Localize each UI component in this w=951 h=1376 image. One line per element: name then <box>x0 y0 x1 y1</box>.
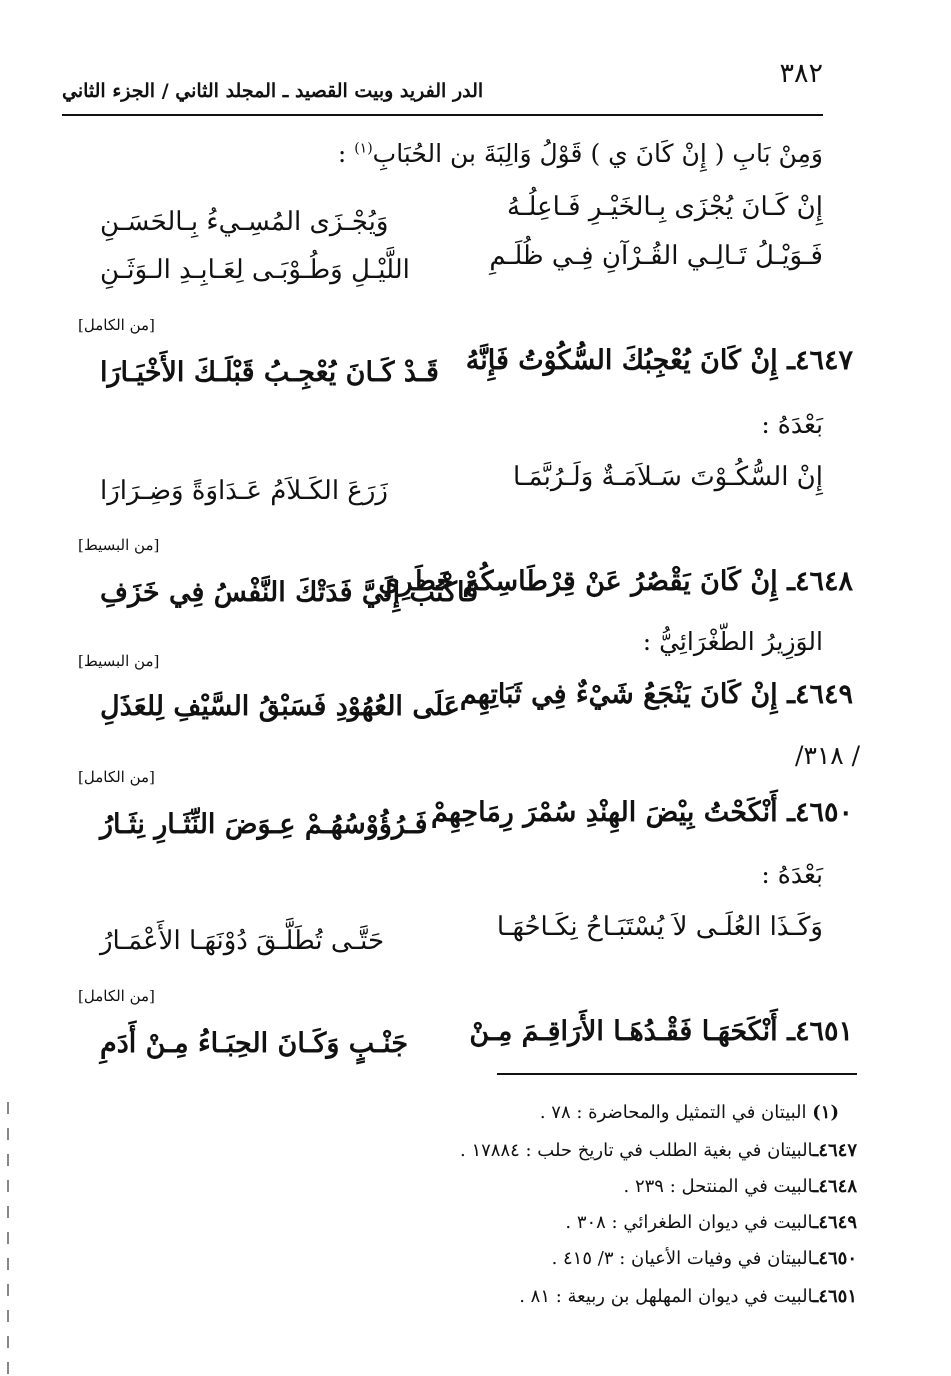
couplet-2-second-hemistich: اللَّيْـلِ وَطُـوْبَـى لِعَـابِـدِ الـوَثَـنِ <box>100 255 410 285</box>
footnote-rule <box>497 1073 857 1075</box>
after-4650-first-hemistich: وَكَـذَا العُلَـى لاَ يُسْتَبَـاحُ نِكَـاحُهَـا <box>496 912 823 942</box>
after-4647-second-hemistich: زَرَعَ الكَـلاَمُ عَـدَاوَةً وَضِـرَارَا <box>100 476 388 506</box>
footnote-4651 <box>519 1286 857 1307</box>
page-header <box>62 58 823 106</box>
after-4650-second-hemistich: حَتَّـى تُطَلَّـقَ دُوْنَهَـا الأَعْمَـارُ <box>100 926 385 956</box>
verse-text: إِنْ كَانَ يَنْجَعُ شَيْءٌ فِي ثَبَاتِهِم <box>459 679 778 710</box>
footnote-text: البيتان في بغية الطلب في تاريخ حلب : ١٧٨٨٤ . <box>459 1140 814 1161</box>
footnote-text: البيت في ديوان المهلهل بن ربيعة : ٨١ . <box>519 1286 814 1307</box>
footnote-4650 <box>552 1248 857 1269</box>
footnote-1 <box>540 1102 839 1123</box>
footnote-4648 <box>624 1176 858 1197</box>
meter-label: [من الكامل] <box>78 987 155 1005</box>
footnote-ref: (١) <box>354 140 373 157</box>
verse-number: ٤٦٥١ <box>794 1016 853 1047</box>
verse-text: إِنْ كَانَ يَقْصُرُ عَنْ قِرْطَاسِكُمْ خَطَرِي <box>378 566 778 597</box>
footnote-mark: ٤٦٤٨ـ <box>813 1176 857 1197</box>
verse-number: ٤٦٤٨ <box>794 566 853 597</box>
verse-4647-first: ٤٦٤٧ـ إِنْ كَانَ يُعْجِبُكَ السُّكُوْتُ فَإِنَّهُ <box>465 345 853 376</box>
verse-4648-second: فَاكْتُبْ إِلَيَّ فَدَتْكَ النَّفْسُ فِي خَزَفِ <box>100 577 479 608</box>
footnote-4647 <box>460 1140 857 1161</box>
footnote-text: البيتان في التمثيل والمحاضرة : ٧٨ . <box>539 1102 813 1123</box>
verse-number: ٤٦٤٩ <box>794 679 853 710</box>
running-title: الدر الفريد وبيت القصيد ـ المجلد الثاني / الجزء الثاني <box>62 80 484 102</box>
verse-4651-first: ٤٦٥١ـ أَنْكَحَهَـا فَقْـدُهَـا الأَرَاقِـمَ مِـنْ <box>469 1016 853 1047</box>
scan-edge-marks <box>7 1102 9 1376</box>
verse-text: أَنْكَحَهَـا فَقْـدُهَـا الأَرَاقِـمَ مِـنْ <box>469 1016 778 1047</box>
verse-number: ٤٦٥٠ <box>794 797 853 828</box>
verse-number: ٤٦٤٧ <box>794 345 853 376</box>
meter-label: [من البسيط] <box>78 652 160 670</box>
intro-line <box>338 139 823 168</box>
intro-text: وَمِنْ بَابِ ( إِنْ كَانَ ي ) قَوْلُ وَالِبَةَ بن الحُبَابِ <box>372 139 823 168</box>
after-4650-label: بَعْدَهُ : <box>761 860 823 889</box>
footnote-4649 <box>565 1212 857 1233</box>
intro-colon: : <box>337 139 355 168</box>
couplet-1-second-hemistich: وَيُجْـزَى المُسِـيءُ بِـالحَسَـنِ <box>100 207 389 237</box>
couplet-1-first-hemistich: إِنْ كَـانَ يُجْزَى بِـالخَيْـرِ فَـاعِلُـهُ <box>506 192 823 222</box>
footnote-text: البيتان في وفيات الأعيان : ٣/ ٤١٥ . <box>551 1248 814 1269</box>
after-4649-folio-mark: / ٣١٨/ <box>795 741 861 770</box>
verse-4649-first: ٤٦٤٩ـ إِنْ كَانَ يَنْجَعُ شَيْءٌ فِي ثَبَاتِهِم <box>459 679 853 710</box>
footnote-mark: (١) <box>812 1102 839 1123</box>
footnote-mark: ٤٦٥٠ـ <box>813 1248 857 1269</box>
footnote-mark: ٤٦٤٩ـ <box>813 1212 857 1233</box>
verse-4648-first: ٤٦٤٨ـ إِنْ كَانَ يَقْصُرُ عَنْ قِرْطَاسِكُمْ خَطَرِي <box>378 566 853 597</box>
verse-4650-second: فَـرُؤُوْسُهُـمْ عِـوَضَ النِّثَـارِ نِثَـارُ <box>100 809 428 840</box>
meter-label: [من الكامل] <box>78 316 155 334</box>
footnote-text: البيت في ديوان الطغرائي : ٣٠٨ . <box>565 1212 814 1233</box>
page-number: ٣٨٢ <box>779 58 823 89</box>
header-rule <box>62 114 823 116</box>
verse-text: إِنْ كَانَ يُعْجِبُكَ السُّكُوْتُ فَإِنَّهُ <box>465 345 778 376</box>
footnote-mark: ٤٦٤٧ـ <box>813 1140 857 1161</box>
after-4648-label: الوَزِيرُ الطّغْرَائِيُّ : <box>642 627 823 656</box>
couplet-2-first-hemistich: فَـوَيْـلُ تَـالِـي القُـرْآنِ فِـي ظُلَـمِ <box>489 241 823 271</box>
verse-text: أَنْكَحْتُ بِيْضَ الهِنْدِ سُمْرَ رِمَاحِهِمْ <box>431 797 778 828</box>
verse-4651-second: جَنْـبٍ وَكَـانَ الحِبَـاءُ مِـنْ أَدَمِ <box>100 1028 409 1059</box>
verse-4649-second: عَلَى العُهُوْدِ فَسَبْقُ السَّيْفِ لِلعَذَلِ <box>100 691 460 722</box>
after-4647-label: بَعْدَهُ : <box>761 410 823 439</box>
meter-label: [من الكامل] <box>78 768 155 786</box>
after-4647-first-hemistich: إِنْ السُّكُـوْتَ سَـلاَمَـةٌ وَلَـرُبَّمَـا <box>513 462 823 492</box>
meter-label: [من البسيط] <box>78 536 160 554</box>
verse-4647-second: قَـدْ كَـانَ يُعْجِـبُ قَبْلَـكَ الأَخْيَـارَا <box>100 357 439 388</box>
verse-4650-first: ٤٦٥٠ـ أَنْكَحْتُ بِيْضَ الهِنْدِ سُمْرَ رِمَاحِهِمْ <box>431 797 853 828</box>
footnote-mark: ٤٦٥١ـ <box>813 1286 857 1307</box>
footnote-text: البيت في المنتحل : ٢٣٩ . <box>623 1176 814 1197</box>
